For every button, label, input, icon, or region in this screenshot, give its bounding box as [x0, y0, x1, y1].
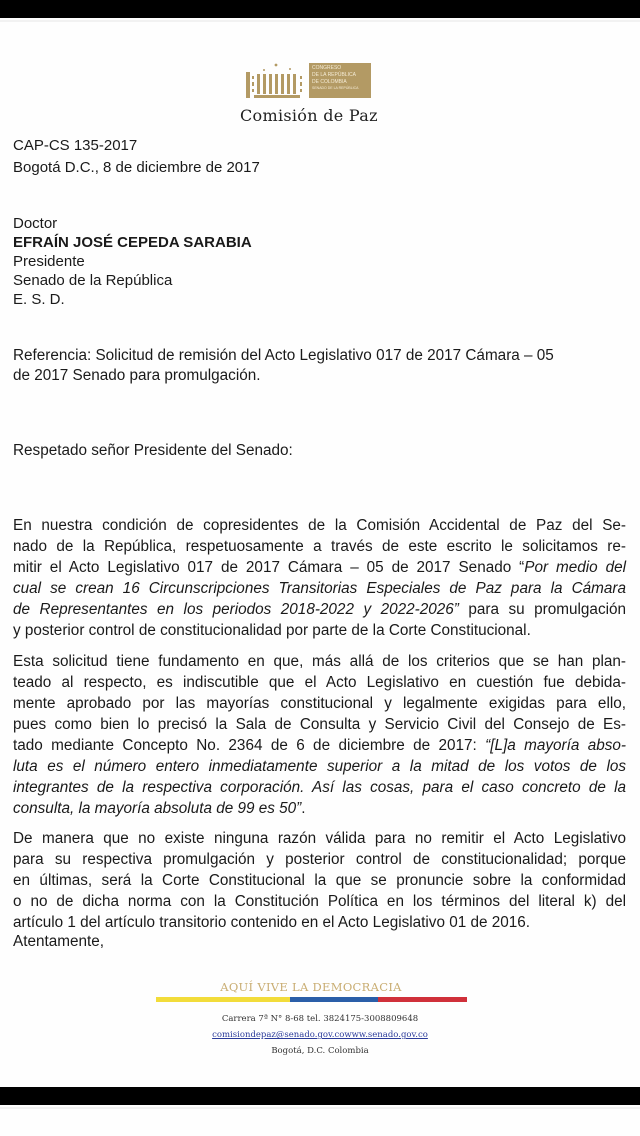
- paragraph-line: integrantes de la respectiva corporación. Así las cosas, para el caso concreto de la: [13, 779, 626, 796]
- top-black-bar: [0, 0, 640, 18]
- recipient-institution: Senado de la República: [13, 272, 173, 289]
- footer-address: Carrera 7ª N° 8-68 tel. 3824175-3008809648: [221, 1014, 419, 1024]
- paragraph-line: cual se crean 16 Circunscripciones Transitorias Especiales de Paz para la Cámara: [13, 580, 626, 597]
- paragraph-line: en últimas, será la Corte Constitucional la que se pronuncie sobre la conformidad: [13, 872, 626, 889]
- footer-city: Bogotá, D.C. Colombia: [271, 1046, 369, 1056]
- capitol-building-icon: [246, 62, 308, 100]
- paragraph-line: o no de dicha norma con la Constitución Política en los términos del literal k) del: [13, 893, 626, 910]
- paragraph-line: consulta, la mayoría absoluta de 99 es 50”.: [13, 800, 306, 817]
- paragraph-line: teado al respecto, es indiscutible que el Acto Legislativo en cuestión fue debida-: [13, 674, 626, 691]
- commission-name: Comisión de Paz: [240, 106, 378, 125]
- congreso-logo: [246, 62, 370, 100]
- closing: Atentamente,: [13, 933, 104, 950]
- paragraph-line: luta es el número entero inmediatamente superior a la mitad de los votos de los: [13, 758, 626, 775]
- paragraph-line: Esta solicitud tiene fundamento en que, más allá de los criterios que se han plan-: [13, 653, 626, 670]
- logo-line: DE LA REPÚBLICA: [312, 72, 356, 78]
- flag-blue: [290, 997, 379, 1002]
- footer-email-web-link[interactable]: comisiondepaz@senado.gov.cowww.senado.gov.co: [212, 1030, 428, 1040]
- paragraph-line: y posterior control de constitucionalidad por parte de la Corte Constitucional.: [13, 622, 531, 639]
- paragraph-line: artículo 1 del artículo transitorio contenido en el Acto Legislativo 01 de 2016.: [13, 914, 531, 931]
- reference-line-1: Referencia: Solicitud de remisión del Acto Legislativo 017 de 2017 Cámara – 05: [13, 347, 554, 364]
- paragraph-line: para su respectiva promulgación y posterior control de constitucionalidad; porque: [13, 851, 626, 868]
- paragraph-line: En nuestra condición de copresidentes de la Comisión Accidental de Paz del Se-: [13, 517, 626, 534]
- divider: [0, 20, 640, 22]
- logo-text-box: [309, 63, 371, 98]
- paragraph-line: nado de la República, respetuosamente a través de este escrito le solicitamos re-: [13, 538, 626, 555]
- logo-line: CONGRESO: [312, 65, 342, 71]
- paragraph-line: mente aprobado por las mayorías constitucional y legalmente exigidas para ello,: [13, 695, 626, 712]
- reference-line-2: de 2017 Senado para promulgación.: [13, 367, 261, 384]
- flag-yellow: [156, 997, 290, 1002]
- recipient-esd: E. S. D.: [13, 291, 65, 308]
- recipient-position: Presidente: [13, 253, 85, 270]
- colombia-flag-stripe: [156, 997, 467, 1002]
- paragraph-line: tado mediante Concepto No. 2364 de 6 de diciembre de 2017: “[L]a mayoría abso-: [13, 737, 626, 754]
- recipient-name: EFRAÍN JOSÉ CEPEDA SARABIA: [13, 234, 252, 251]
- paragraph-3: [13, 828, 626, 933]
- paragraph-line: de Representantes en los periodos 2018-2022 y 2022-2026” para su promulgación: [13, 601, 627, 618]
- paragraph-2: [13, 651, 626, 819]
- logo-line: DE COLOMBIA: [312, 79, 347, 85]
- reference-code: CAP-CS 135-2017: [13, 137, 138, 154]
- recipient-title: Doctor: [13, 215, 58, 232]
- flag-red: [378, 997, 467, 1002]
- paragraph-1: [13, 515, 626, 641]
- divider: [0, 1107, 640, 1109]
- footer-slogan: AQUÍ VIVE LA DEMOCRACIA: [220, 980, 402, 994]
- paragraph-line: mitir el Acto Legislativo 017 de 2017 Cámara – 05 de 2017 Senado “Por medio del: [13, 559, 626, 576]
- paragraph-line: De manera que no existe ninguna razón válida para no remitir el Acto Legislativo: [13, 830, 626, 847]
- date-line: Bogotá D.C., 8 de diciembre de 2017: [13, 159, 260, 176]
- salutation: Respetado señor Presidente del Senado:: [13, 442, 293, 459]
- paragraph-line: pues como bien lo precisó la Sala de Consulta y Servicio Civil del Consejo de Es-: [13, 716, 626, 733]
- bottom-black-bar: [0, 1087, 640, 1105]
- logo-subline: SENADO DE LA REPÚBLICA: [312, 86, 359, 90]
